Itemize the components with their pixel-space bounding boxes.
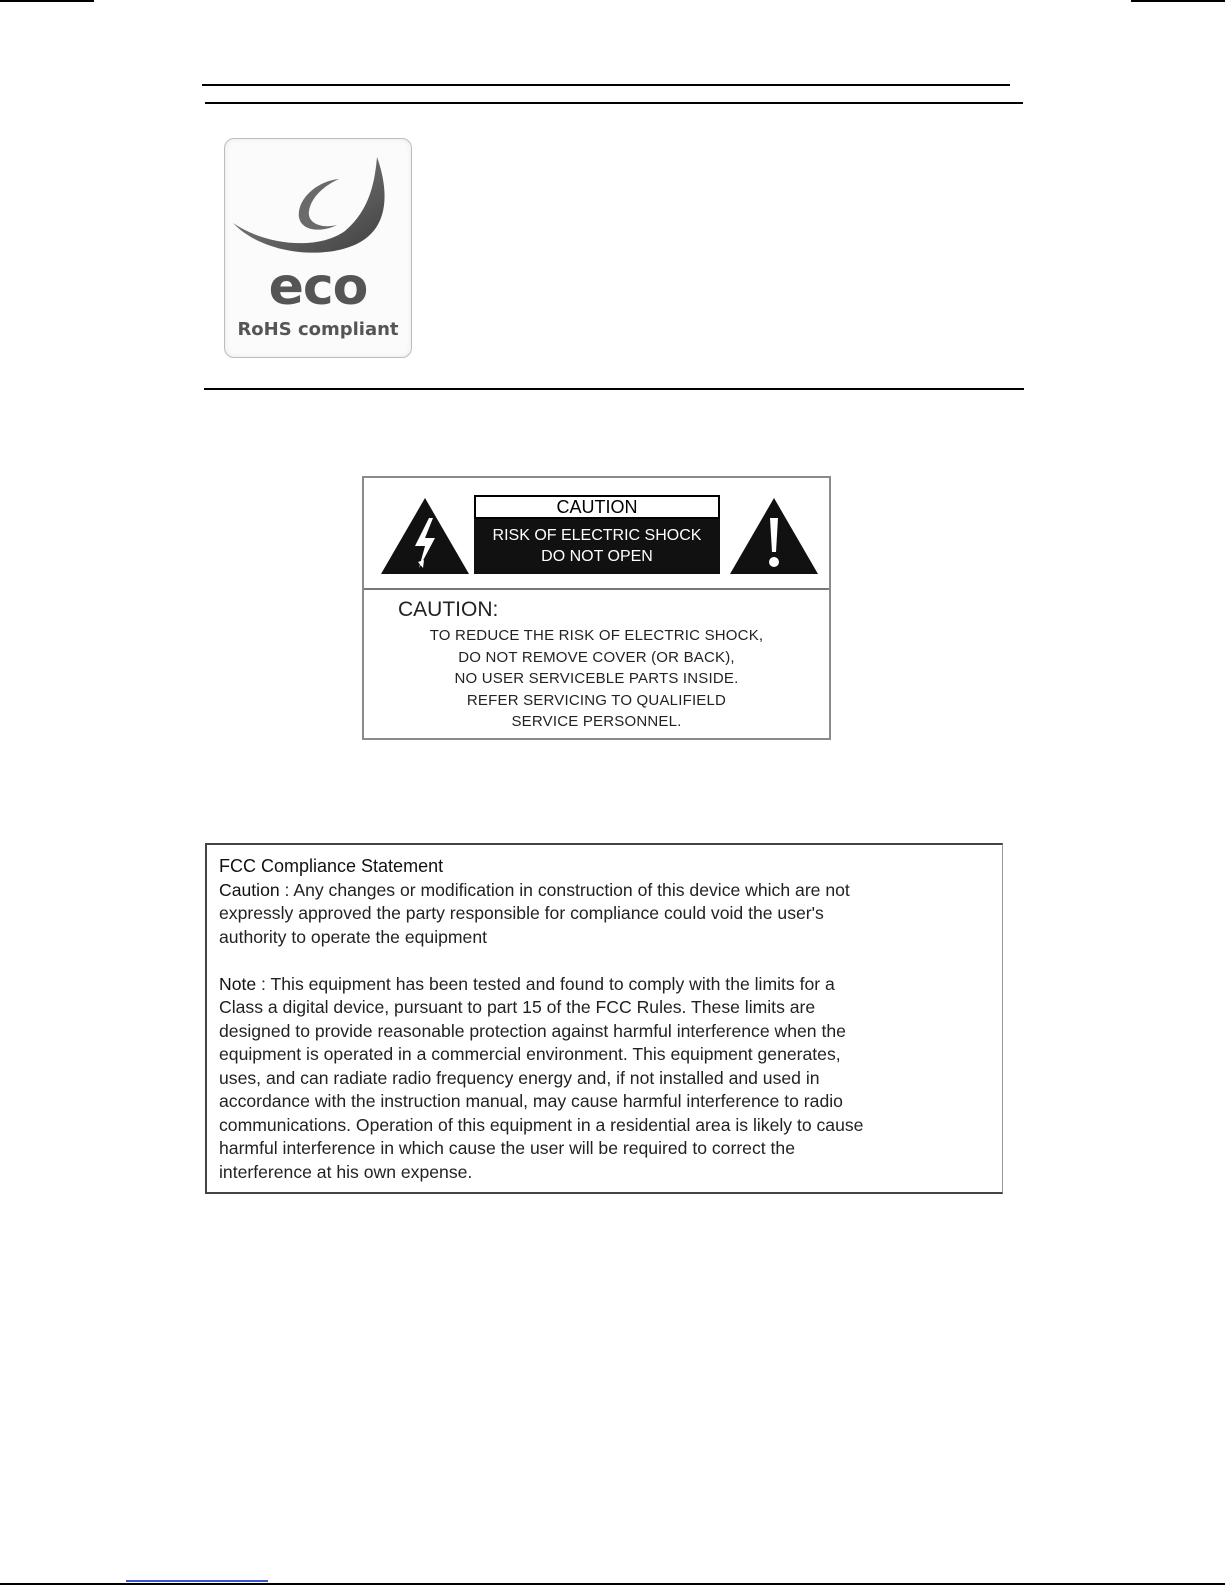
shock-warning-banner: [474, 519, 720, 574]
fcc-note-line: equipment is operated in a commercial environment. This equipment generates,: [219, 1044, 841, 1064]
fcc-compliance-box: [205, 843, 1003, 1194]
caution-label: [362, 476, 831, 740]
banner-line: RISK OF ELECTRIC SHOCK: [492, 527, 702, 544]
exclamation-warning-icon: [728, 496, 820, 576]
section-rule-upper: [205, 102, 1023, 104]
fcc-caution-text: : Any changes or modification in construction of this device which are not: [279, 879, 850, 900]
section-rule-top: [202, 84, 1010, 86]
caution-body-line: NO USER SERVICEBLE PARTS INSIDE.: [454, 670, 739, 687]
fcc-note-text: : This equipment has been tested and found to comply with the limits for a: [256, 973, 835, 994]
fcc-caution-line: authority to operate the equipment: [219, 926, 487, 947]
fcc-note-line: accordance with the instruction manual, may cause harmful interference to radio: [219, 1091, 843, 1111]
banner-line: DO NOT OPEN: [541, 548, 653, 565]
fcc-caution-line: expressly approved the party responsible for compliance could void the user's: [219, 903, 824, 923]
section-rule-lower: [204, 388, 1024, 390]
fcc-note-line: Class a digital device, pursuant to part 15 of the FCC Rules. These limits are: [219, 997, 816, 1017]
fcc-caution-line: [219, 879, 992, 903]
eco-rohs-logo: [224, 138, 412, 358]
fcc-note-line: communications. Operation of this equipment in a residential area is likely to cause: [219, 1114, 864, 1135]
rohs-compliant-text: RoHS compliant: [237, 319, 399, 340]
fcc-caution-label: Caution: [219, 879, 280, 900]
page-link-underline[interactable]: [126, 1579, 268, 1582]
fcc-note-label: Note: [219, 973, 257, 994]
fcc-title: FCC Compliance Statement: [219, 856, 444, 876]
caution-body: [364, 625, 829, 733]
eco-wordmark: eco: [268, 257, 368, 317]
caution-body-line: SERVICE PERSONNEL.: [511, 713, 682, 730]
caution-title: CAUTION:: [398, 598, 499, 621]
fcc-note-line: harmful interference in which cause the user will be required to correct the: [219, 1138, 795, 1158]
caution-body-line: REFER SERVICING TO QUALIFIELD: [466, 691, 727, 709]
caution-divider: [364, 588, 829, 590]
caution-body-line: TO REDUCE THE RISK OF ELECTRIC SHOCK,: [429, 627, 764, 644]
header-rule-right: [1131, 0, 1225, 2]
fcc-note-line: uses, and can radiate radio frequency energy and, if not installed and used in: [219, 1067, 820, 1088]
fcc-note-line: [219, 973, 992, 997]
caution-body-line: DO NOT REMOVE COVER (OR BACK),: [458, 648, 735, 666]
fcc-note-line: designed to provide reasonable protection against harmful interference when the: [219, 1020, 846, 1041]
header-rule-left: [0, 0, 94, 2]
electric-shock-warning-icon: [379, 496, 471, 576]
fcc-note-line: interference at his own expense.: [219, 1161, 473, 1182]
caution-header: CAUTION: [474, 495, 720, 519]
